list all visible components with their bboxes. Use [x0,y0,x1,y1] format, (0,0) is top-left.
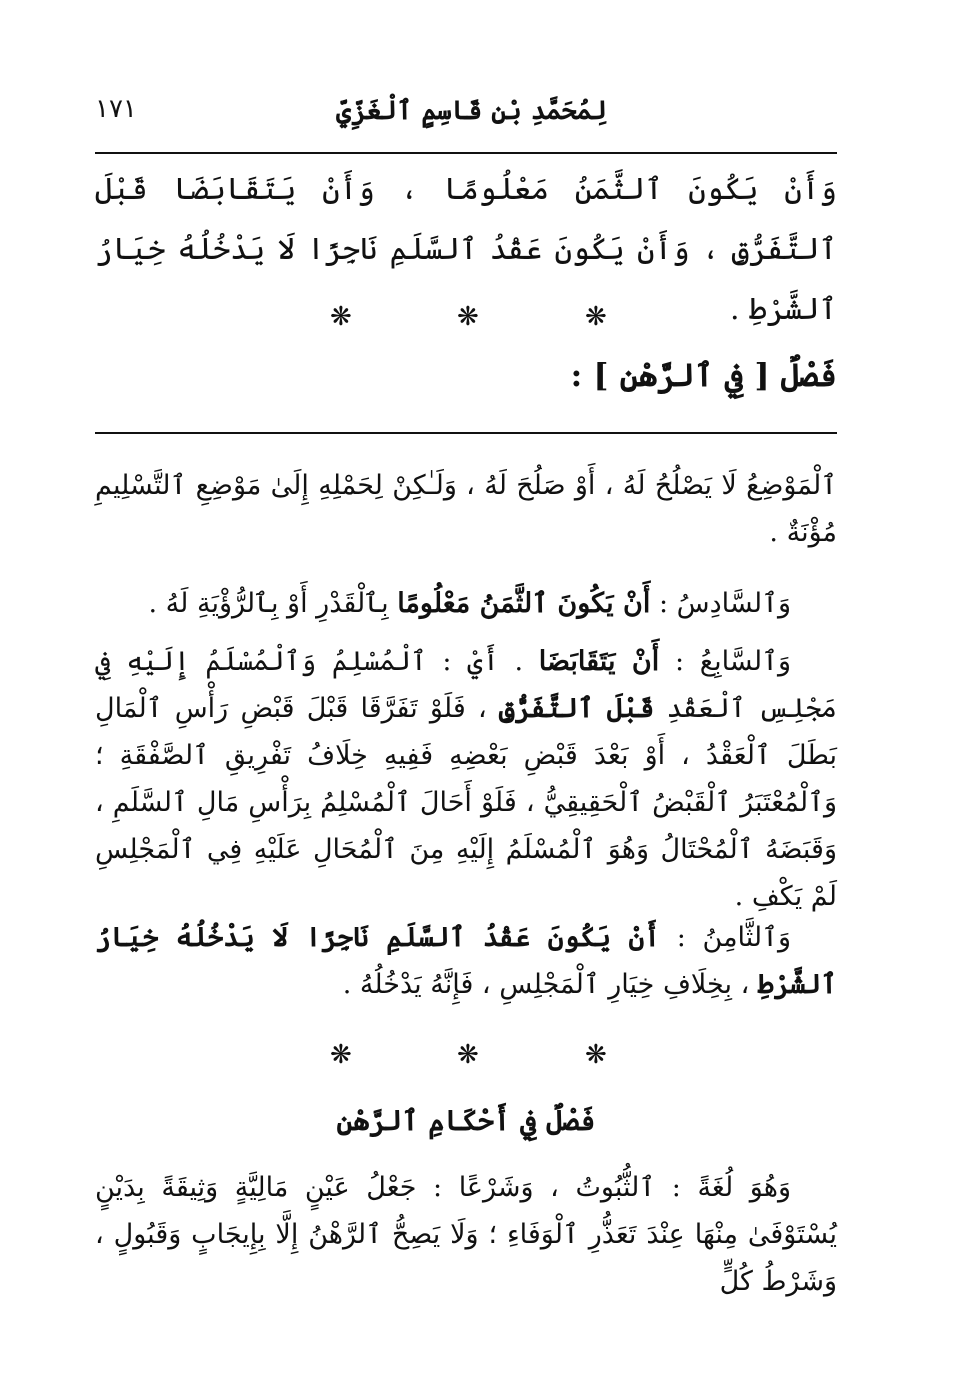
paragraph-text [95,638,837,920]
paragraph-lead: وَٱلسَّابِعُ : [674,646,791,677]
paragraph-rest: ، بِخِلَافِ خِيَارِ ٱلْمَجْلِسِ ، فَإِنَّهُ يَدْخُلُهُ . [342,969,750,1000]
page-header [95,92,837,136]
section-title-rahn: فَصْلٌ [ فِي ٱلرَّهْنِ ] : [570,356,837,394]
paragraph-lead: وَٱلثَّامِنُ : [676,922,791,953]
paragraph-text: وَهُوَ لُغَةً : ٱلثُّبُوتُ ، وَشَرْعًا : جَعْلُ عَيْنٍ مَالِيَّةٍ وَثِيقَةً بِدَيْنٍ يُسْتَوْفَىٰ مِنْهَا عِنْدَ تَعَذُّرِ ٱلْوَفَاءِ ؛ وَلَا يَصِحُّ ٱلرَّهْنُ إِلَّا بِإِيجَابٍ وَقَبُولٍ ، وَشَرْطُ كُلٍّ [95,1172,837,1297]
commentary-paragraph-4 [95,914,837,1008]
star-ornament-icon: ❋ [330,1040,352,1070]
commentary-paragraph-1 [95,462,837,556]
paragraph-text: ٱلْمَوْضِعُ لَا يَصْلُحُ لَهُ ، أَوْ صَلُحَ لَهُ ، وَلَـٰكِنْ لِحَمْلِهِ إِلَىٰ مَوْضِعِ ٱلتَّسْلِيمِ مُؤْنَةٌ . [95,470,837,548]
paragraph-middle: . أَيْ : ٱلْمُسْلِمُ وَٱلْمُسْلَمُ إِلَيْهِ فِي مَجْلِسِ ٱلْعَقْدِ [95,646,837,724]
commentary-paragraph-5 [95,1164,837,1305]
matn-quote: أَنْ يَتَقَابَضَا [538,646,660,677]
paragraph-rest: بِٱلْقَدْرِ أَوْ بِٱلرُّؤْيَةِ لَهُ . [148,588,389,619]
commentary-rule [95,432,837,434]
paragraph-text [95,580,837,627]
matn-quote: أَنْ يَكُونَ عَقْدُ ٱلسَّلَمِ نَاجِزًا لَا يَدْخُلُهُ خِيَارُ ٱلشَّرْطِ [95,922,837,1000]
page-number: ١٧١ [95,94,137,124]
matn-quote: أَنْ يَكُونَ ٱلثَّمَنُ مَعْلُومًا [397,588,651,619]
star-ornament-icon: ❋ [585,1040,607,1070]
paragraph-text [95,914,837,1008]
paragraph-rest: ، فَلَوْ تَفَرَّقَا قَبْلَ قَبْضِ رَأْسِ ٱلْمَالِ بَطَلَ ٱلْعَقْدُ ، أَوْ بَعْدَ قَبْضِ بَعْضِهِ فَفِيهِ خِلَافُ تَفْرِيقِ ٱلصَّفْقَةِ ؛ وَٱلْمُعْتَبَرُ ٱلْقَبْضُ ٱلْحَقِيقِيُّ ، فَلَوْ أَحَالَ ٱلْمُسْلِمُ بِرَأْسِ مَالِ ٱلسَّلَمِ ، وَقَبَضَهُ ٱلْمُحْتَالُ وَهُوَ ٱلْمُسْلَمُ إِلَيْهِ مِنَ ٱلْمُحَالِ عَلَيْهِ فِي ٱلْمَجْلِسِ لَمْ يَكْفِ . [95,693,837,912]
paragraph-lead: وَٱلسَّادِسُ : [658,588,791,619]
running-title: لِمُحَمَّدِ بْنِ قَاسِمٍ ٱلْغَزِّيِّ [336,96,607,126]
header-rule [95,152,837,154]
commentary-paragraph-3 [95,638,837,920]
star-ornament-icon: ❋ [585,302,607,332]
commentary-paragraph-2 [95,580,837,627]
matn-text-top: وَأَنْ يَكُونَ ٱلثَّمَنُ مَعْلُومًا ، وَأَنْ يَتَقَابَضَا قَبْلَ ٱلتَّفَرُّقِ ، وَأَنْ يَكُونَ عَقْدُ ٱلسَّلَمِ نَاجِزًا لَا يَدْخُلُهُ خِيَارُ ٱلشَّرْطِ . [95,172,837,327]
separator-stars-2 [95,1040,837,1070]
star-ornament-icon: ❋ [457,1040,479,1070]
star-ornament-icon: ❋ [457,302,479,332]
section-title-rahn-rulings: فَصْلٌ فِي أَحْكَامِ ٱلرَّهْنِ [336,1104,596,1137]
separator-stars-1 [95,302,837,332]
star-ornament-icon: ❋ [330,302,352,332]
matn-quote: قَبْلَ ٱلتَّفَرُّقِ [498,693,655,724]
